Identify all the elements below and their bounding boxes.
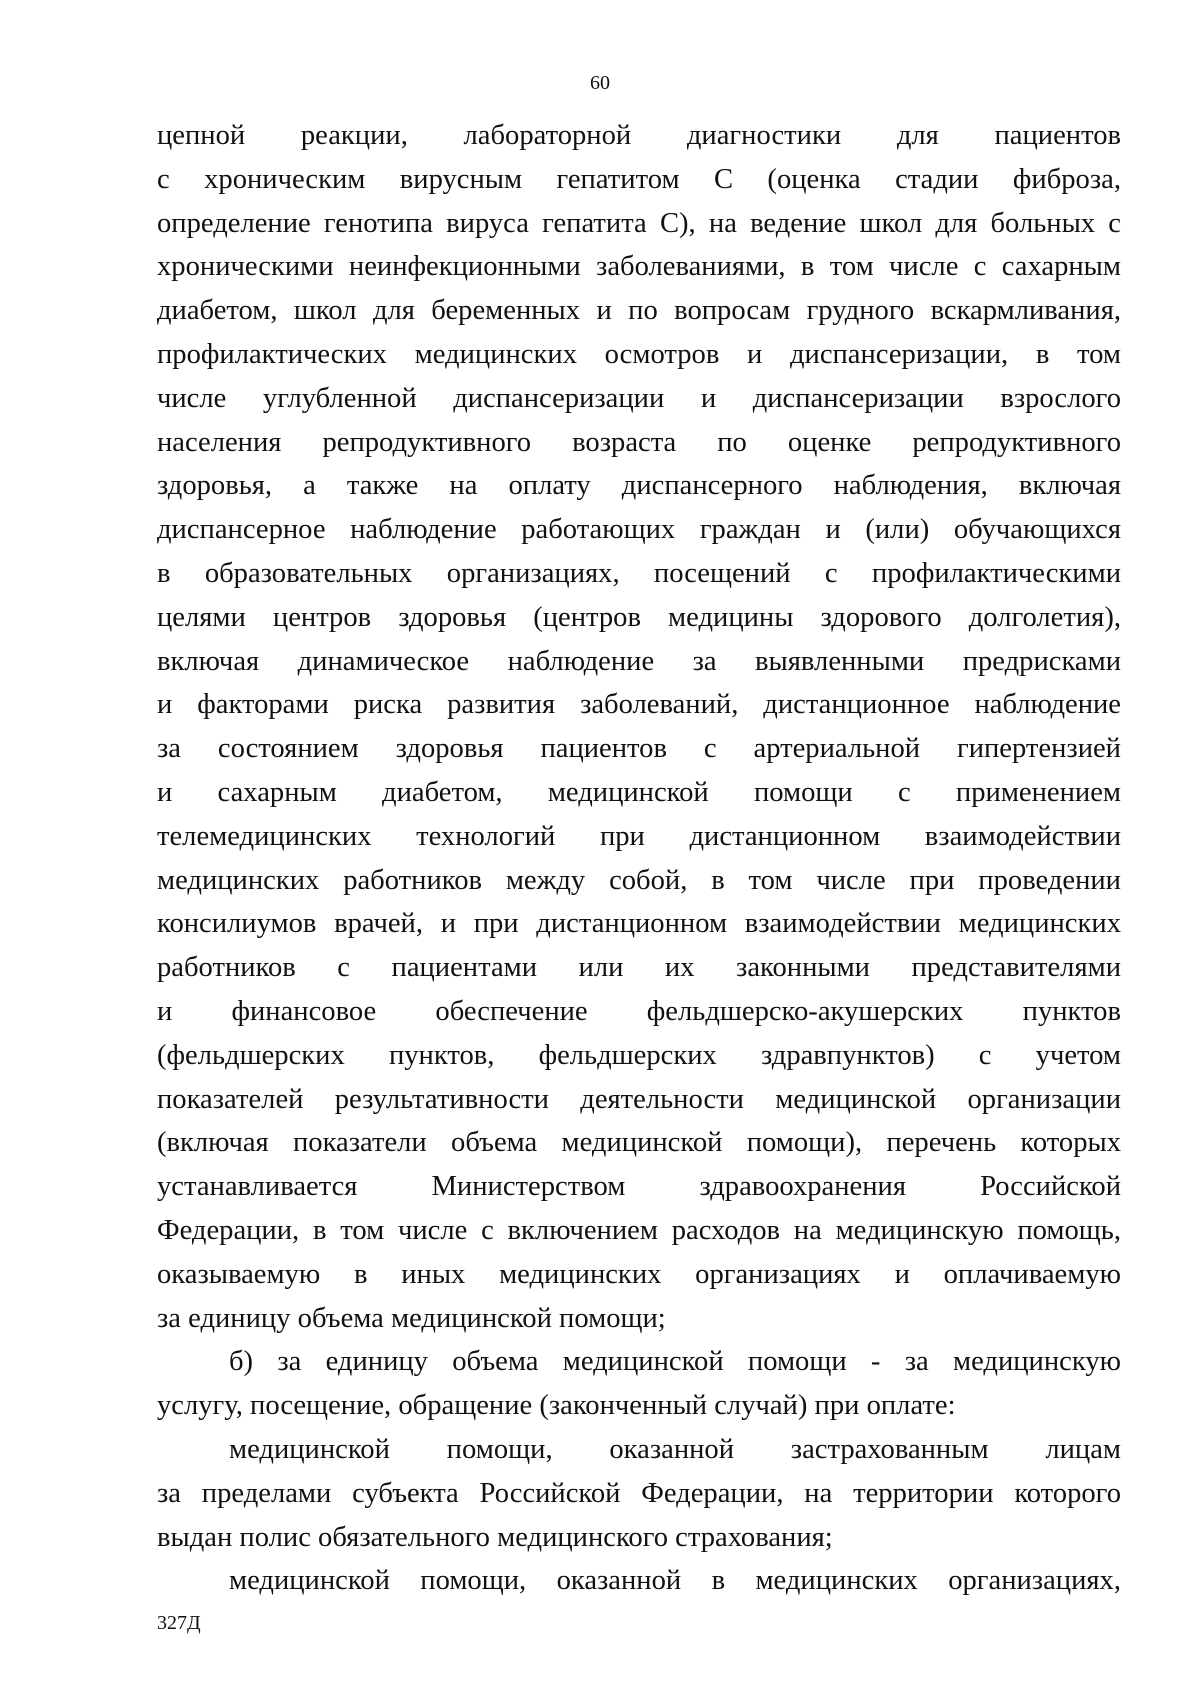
text-line: за единицу объема медицинской помощи; (157, 1302, 666, 1334)
text-line: консилиумов врачей, и при дистанционном взаимодействии медицинских (157, 908, 1121, 940)
text-line: устанавливается Министерством здравоохранения Российской (157, 1171, 1121, 1203)
text-line: (фельдшерских пунктов, фельдшерских здравпунктов) с учетом (157, 1039, 1121, 1071)
text-line: выдан полис обязательного медицинского страхования; (157, 1521, 833, 1553)
text-line: включая динамическое наблюдение за выявленными предрисками (157, 645, 1121, 677)
text-line: диспансерное наблюдение работающих граждан и (или) обучающихся (157, 514, 1121, 546)
text-line: населения репродуктивного возраста по оценке репродуктивного (157, 426, 1121, 458)
text-line: с хроническим вирусным гепатитом С (оценка стадии фиброза, (157, 163, 1121, 195)
text-line: услугу, посещение, обращение (законченный случай) при оплате: (157, 1390, 956, 1422)
text-line: хроническими неинфекционными заболеваниями, в том числе с сахарным (157, 251, 1121, 283)
text-line: и факторами риска развития заболеваний, дистанционное наблюдение (157, 689, 1121, 721)
text-line: цепной реакции, лабораторной диагностики для пациентов (157, 120, 1121, 151)
text-line: Федерации, в том числе с включением расходов на медицинскую помощь, (157, 1214, 1121, 1246)
text-line: (включая показатели объема медицинской помощи), перечень которых (157, 1127, 1121, 1159)
text-line: б) за единицу объема медицинской помощи - за медицинскую (229, 1346, 1121, 1378)
text-line: числе углубленной диспансеризации и диспансеризации взрослого (157, 382, 1121, 414)
text-line: за пределами субъекта Российской Федерации, на территории которого (157, 1477, 1121, 1509)
text-line: телемедицинских технологий при дистанционном взаимодействии (157, 820, 1121, 852)
text-line: диабетом, школ для беременных и по вопросам грудного вскармливания, (157, 295, 1121, 327)
text-line: показателей результативности деятельности медицинской организации (157, 1083, 1121, 1115)
text-line: медицинских работников между собой, в том числе при проведении (157, 864, 1121, 896)
page-number: 60 (590, 72, 610, 94)
text-line: здоровья, а также на оплату диспансерного наблюдения, включая (157, 470, 1121, 502)
text-line: оказываемую в иных медицинских организациях и оплачиваемую (157, 1258, 1121, 1290)
text-line: работников с пациентами или их законными представителями (157, 952, 1121, 984)
text-line: и сахарным диабетом, медицинской помощи с применением (157, 776, 1121, 808)
text-line: и финансовое обеспечение фельдшерско-акушерских пунктов (157, 995, 1121, 1027)
document-code: 327Д (157, 1612, 201, 1634)
text-line: медицинской помощи, оказанной в медицинских организациях, (229, 1565, 1121, 1597)
text-line: определение генотипа вируса гепатита С), на ведение школ для больных с (157, 207, 1121, 239)
text-line: профилактических медицинских осмотров и диспансеризации, в том (157, 338, 1121, 370)
text-line: целями центров здоровья (центров медицины здорового долголетия), (157, 601, 1121, 633)
text-line: медицинской помощи, оказанной застрахованным лицам (229, 1433, 1121, 1465)
document-body (157, 114, 1121, 1603)
text-line: за состоянием здоровья пациентов с артериальной гипертензией (157, 733, 1121, 765)
text-line: в образовательных организациях, посещений с профилактическими (157, 557, 1121, 589)
